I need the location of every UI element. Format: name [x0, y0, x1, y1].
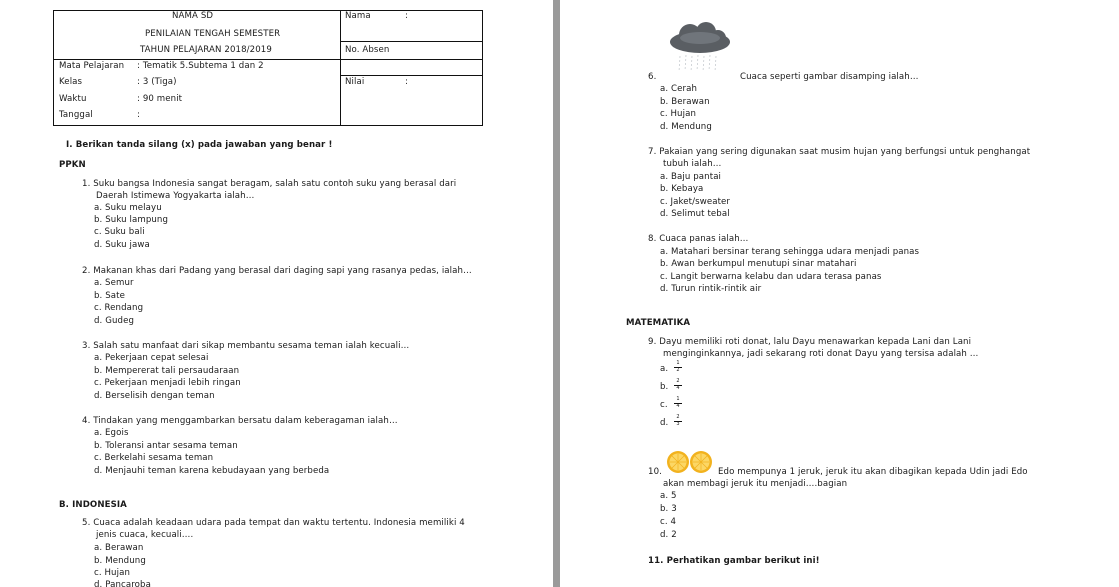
- q5-option-c[interactable]: c. Hujan: [94, 568, 130, 578]
- q3-text: 3. Salah satu manfaat dari sikap membantu sesama teman ialah kecuali…: [82, 341, 410, 351]
- q2-option-d[interactable]: d. Gudeg: [94, 316, 135, 326]
- section-bindo: B. INDONESIA: [59, 500, 127, 510]
- q8-option-a[interactable]: a. Matahari bersinar terang sehingga udara menjadi panas: [660, 247, 920, 257]
- q8-text: 8. Cuaca panas ialah…: [648, 234, 749, 244]
- waktu-value: : 90 menit: [137, 94, 183, 104]
- q2-option-c[interactable]: c. Rendang: [94, 303, 144, 313]
- q5-option-d[interactable]: d. Pancaroba: [94, 580, 151, 587]
- q2-option-b[interactable]: b. Sate: [94, 291, 125, 301]
- q10-option-a[interactable]: a. 5: [660, 491, 677, 501]
- q8-option-c[interactable]: c. Langit berwarna kelabu dan udara terasa panas: [660, 272, 882, 282]
- q5-option-a[interactable]: a. Berawan: [94, 543, 144, 553]
- q9-fraction-d: [674, 415, 682, 427]
- nilai-colon: :: [405, 77, 408, 87]
- fraction-c-den: 4: [676, 403, 680, 409]
- kelas-value: : 3 (Tiga): [137, 77, 177, 87]
- q11-text: 11. Perhatikan gambar berikut ini!: [648, 556, 820, 566]
- q6-option-d[interactable]: d. Mendung: [660, 122, 712, 132]
- mapel-value: : Tematik 5.Subtema 1 dan 2: [137, 61, 264, 71]
- q1-option-d[interactable]: d. Suku jawa: [94, 240, 150, 250]
- q10-text: Edo mempunya 1 jeruk, jeruk itu akan dibagikan kepada Udin jadi Edo: [718, 467, 1028, 477]
- q3-option-c[interactable]: c. Pekerjaan menjadi lebih ringan: [94, 378, 241, 388]
- q6-number: 6.: [648, 72, 657, 82]
- q9-option-b[interactable]: b.: [660, 382, 669, 392]
- q5-text: 5. Cuaca adalah keadaan udara pada tempat dan waktu tertentu. Indonesia memiliki 4: [82, 518, 465, 528]
- nama-colon: :: [405, 11, 408, 21]
- q5-text-2: jenis cuaca, kecuali….: [96, 530, 194, 540]
- q10-number: 10.: [648, 467, 662, 477]
- q6-option-a[interactable]: a. Cerah: [660, 84, 698, 94]
- orange-slices-icon: [666, 450, 714, 474]
- q1-option-a[interactable]: a. Suku melayu: [94, 203, 162, 213]
- q4-option-c[interactable]: c. Berkelahi sesama teman: [94, 453, 214, 463]
- section-matematika: MATEMATIKA: [626, 318, 691, 328]
- fraction-c-num: 1: [676, 396, 680, 402]
- fraction-a-num: 1: [676, 360, 680, 366]
- q9-fraction-b: [674, 379, 682, 391]
- school-year: TAHUN PELAJARAN 2018/2019: [140, 45, 272, 55]
- q10-text-2: akan membagi jeruk itu menjadi….bagian: [663, 479, 848, 489]
- section-ppkn: PPKN: [59, 160, 86, 170]
- q9-text-2: menginginkannya, jadi sekarang roti donat Dayu yang tersisa adalah …: [663, 349, 979, 359]
- absen-label: No. Absen: [345, 45, 390, 55]
- q3-option-d[interactable]: d. Berselisih dengan teman: [94, 391, 215, 401]
- q2-text: 2. Makanan khas dari Padang yang berasal dari daging sapi yang rasanya pedas, ialah…: [82, 266, 472, 276]
- q9-option-a[interactable]: a.: [660, 364, 669, 374]
- exam-title: PENILAIAN TENGAH SEMESTER: [145, 29, 281, 39]
- fraction-a-den: 2: [676, 367, 680, 373]
- q10-option-d[interactable]: d. 2: [660, 530, 677, 540]
- kelas-label: Kelas: [59, 77, 83, 87]
- nama-label: Nama: [345, 11, 371, 21]
- q6-option-c[interactable]: c. Hujan: [660, 109, 696, 119]
- mapel-label: Mata Pelajaran: [59, 61, 125, 71]
- fraction-b-num: 2: [676, 378, 680, 384]
- q5-option-b[interactable]: b. Mendung: [94, 556, 146, 566]
- fraction-d-den: 3: [676, 421, 680, 427]
- q7-option-a[interactable]: a. Baju pantai: [660, 172, 722, 182]
- rain-cloud-icon: [668, 22, 732, 74]
- fraction-b-den: 4: [676, 385, 680, 391]
- q7-text: 7. Pakaian yang sering digunakan saat musim hujan yang berfungsi untuk penghangat: [648, 147, 1031, 157]
- tanggal-label: Tanggal: [59, 110, 93, 120]
- q9-text: 9. Dayu memiliki roti donat, lalu Dayu menawarkan kepada Lani dan Lani: [648, 337, 972, 347]
- q7-option-d[interactable]: d. Selimut tebal: [660, 209, 730, 219]
- q1-text-2: Daerah Istimewa Yogyakarta ialah…: [96, 191, 255, 201]
- q10-option-c[interactable]: c. 4: [660, 517, 677, 527]
- q7-text-2: tubuh ialah…: [663, 159, 722, 169]
- q1-option-c[interactable]: c. Suku bali: [94, 227, 145, 237]
- q4-option-a[interactable]: a. Egois: [94, 428, 129, 438]
- q9-fraction-a: [674, 361, 682, 373]
- q6-text: Cuaca seperti gambar disamping ialah…: [740, 72, 919, 82]
- q2-option-a[interactable]: a. Semur: [94, 278, 134, 288]
- q8-option-d[interactable]: d. Turun rintik-rintik air: [660, 284, 762, 294]
- nilai-label: Nilai: [345, 77, 365, 87]
- q9-option-d[interactable]: d.: [660, 418, 669, 428]
- q4-option-d[interactable]: d. Menjauhi teman karena kebudayaan yang berbeda: [94, 466, 330, 476]
- q1-option-b[interactable]: b. Suku lampung: [94, 215, 169, 225]
- q3-option-b[interactable]: b. Mempererat tali persaudaraan: [94, 366, 240, 376]
- q3-option-a[interactable]: a. Pekerjaan cepat selesai: [94, 353, 209, 363]
- q9-option-c[interactable]: c.: [660, 400, 668, 410]
- page-left: [0, 0, 553, 587]
- q7-option-c[interactable]: c. Jaket/sweater: [660, 197, 731, 207]
- instruction: I. Berikan tanda silang (x) pada jawaban yang benar !: [66, 140, 333, 150]
- waktu-label: Waktu: [59, 94, 87, 104]
- tanggal-value: :: [137, 110, 140, 120]
- q4-text: 4. Tindakan yang menggambarkan bersatu dalam keberagaman ialah…: [82, 416, 398, 426]
- q4-option-b[interactable]: b. Toleransi antar sesama teman: [94, 441, 238, 451]
- q7-option-b[interactable]: b. Kebaya: [660, 184, 704, 194]
- q8-option-b[interactable]: b. Awan berkumpul menutupi sinar matahari: [660, 259, 857, 269]
- school-name: NAMA SD: [172, 11, 214, 21]
- page-gap: [553, 0, 560, 587]
- page-right: [560, 0, 1119, 587]
- fraction-d-num: 2: [676, 414, 680, 420]
- q6-option-b[interactable]: b. Berawan: [660, 97, 710, 107]
- q10-option-b[interactable]: b. 3: [660, 504, 677, 514]
- q1-text: 1. Suku bangsa Indonesia sangat beragam, salah satu contoh suku yang berasal dari: [82, 179, 457, 189]
- q9-fraction-c: [674, 397, 682, 409]
